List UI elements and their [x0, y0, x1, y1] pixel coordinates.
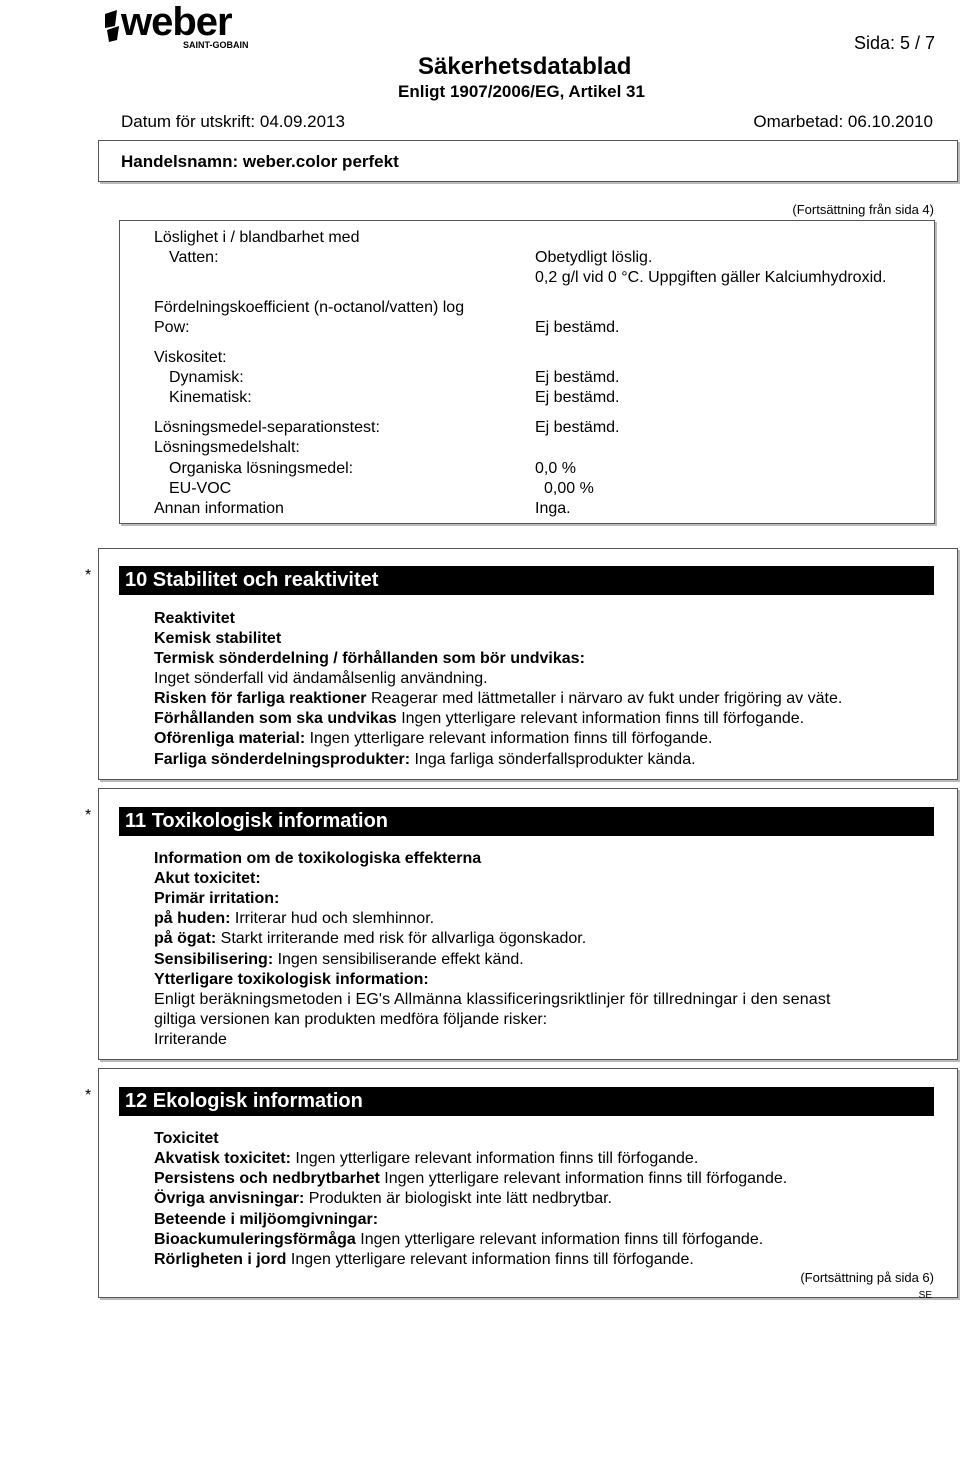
pow-value: Ej bestämd. — [535, 319, 620, 336]
sensitization — [154, 950, 524, 970]
acute-toxicity: Akut toxicitet: — [154, 870, 261, 887]
decomp-text: Inga farliga sönderfallsprodukter kända. — [410, 751, 696, 768]
language-code: SE — [918, 1290, 932, 1301]
other-notes — [154, 1189, 612, 1209]
env-behaviour: Beteende i miljöomgivningar: — [154, 1211, 379, 1228]
more-tox-text-3: Irriterande — [154, 1031, 227, 1048]
persist-text: Ingen ytterligare relevant information finns till förfogande. — [379, 1170, 788, 1187]
skin-effect — [154, 909, 434, 929]
sens-text: Ingen sensibiliserande effekt känd. — [273, 951, 524, 968]
dynamic-value: Ej bestämd. — [535, 369, 620, 386]
sens-label: Sensibilisering: — [154, 951, 274, 968]
revised-date: Omarbetad: 06.10.2010 — [753, 112, 933, 131]
eco-toxicity: Toxicitet — [154, 1130, 219, 1147]
solubility-label: Löslighet i / blandbarhet med — [154, 229, 360, 246]
section-11-title: 11 Toxikologisk information — [119, 807, 934, 836]
section-10-title: 10 Stabilitet och reaktivitet — [119, 566, 934, 595]
incompat-text: Ingen ytterligare relevant information finns till förfogande. — [305, 730, 713, 747]
euvoc-value: 0,00 % — [544, 480, 594, 497]
thermal-decomp: Termisk sönderdelning / förhållanden som bör undvikas: — [154, 650, 585, 667]
hazard-reactions — [154, 689, 842, 709]
other-notes-text: Produkten är biologiskt inte lätt nedbrytbar. — [304, 1190, 612, 1207]
hazard-text: Reagerar med lättmetaller i närvaro av fukt under frigöring av väte. — [366, 690, 843, 707]
solvent-sep-value: Ej bestämd. — [535, 419, 620, 436]
pow-label: Pow: — [154, 319, 190, 336]
water-value-2: 0,2 g/l vid 0 °C. Uppgiften gäller Kalciumhydroxid. — [535, 269, 887, 286]
solvent-sep-label: Lösningsmedel-separationstest: — [154, 419, 380, 436]
more-tox-info: Ytterligare toxikologisk information: — [154, 971, 429, 988]
mobility — [154, 1250, 694, 1270]
avoid-label: Förhållanden som ska undvikas — [154, 710, 397, 727]
water-label: Vatten: — [169, 249, 219, 266]
section-12-title: 12 Ekologisk information — [119, 1087, 934, 1116]
partition-label: Fördelningskoefficient (n-octanol/vatten) log — [154, 299, 465, 316]
decomp-products — [154, 750, 696, 770]
other-info-label: Annan information — [154, 500, 284, 517]
bio-label: Bioackumuleringsförmåga — [154, 1231, 356, 1248]
aquatic-toxicity — [154, 1149, 698, 1169]
eye-effect — [154, 929, 586, 949]
reactivity: Reaktivitet — [154, 610, 235, 627]
organic-value: 0,0 % — [535, 460, 576, 477]
section-12-star: * — [85, 1087, 92, 1104]
incompat-label: Oförenliga material: — [154, 730, 306, 747]
weber-logo — [103, 0, 253, 54]
section-10-star: * — [85, 567, 92, 584]
solvent-content-label: Lösningsmedelshalt: — [154, 439, 300, 456]
eye-label: på ögat: — [154, 930, 217, 947]
chem-stability: Kemisk stabilitet — [154, 630, 282, 647]
kinematic-label: Kinematisk: — [169, 389, 252, 406]
bio-text: Ingen ytterligare relevant information finns till förfogande. — [355, 1231, 764, 1248]
incompatible-materials — [154, 729, 713, 749]
skin-text: Irriterar hud och slemhinnor. — [230, 910, 435, 927]
mobility-label: Rörligheten i jord — [154, 1251, 287, 1268]
product-box — [98, 140, 958, 182]
hazard-label: Risken för farliga reaktioner — [154, 690, 367, 707]
tox-info: Information om de toxikologiska effekterna — [154, 850, 482, 867]
viscosity-label: Viskositet: — [154, 349, 227, 366]
organic-label: Organiska lösningsmedel: — [169, 460, 354, 477]
other-info-value: Inga. — [535, 500, 571, 517]
print-date: Datum för utskrift: 04.09.2013 — [121, 112, 345, 131]
aquatic-text: Ingen ytterligare relevant information finns till förfogande. — [290, 1150, 699, 1167]
persist-label: Persistens och nedbrytbarhet — [154, 1170, 380, 1187]
avoid-text: Ingen ytterligare relevant information finns till förfogande. — [396, 710, 805, 727]
more-tox-text-1: Enligt beräkningsmetoden i EG's Allmänna klassificeringsriktlinjer för tillredningar i den senast — [154, 991, 831, 1008]
primary-irritation: Primär irritation: — [154, 890, 280, 907]
persistence — [154, 1169, 787, 1189]
logo-subtext: SAINT-GOBAIN — [183, 40, 249, 50]
kinematic-value: Ej bestämd. — [535, 389, 620, 406]
skin-label: på huden: — [154, 910, 231, 927]
document-title: Säkerhetsdatablad — [418, 53, 632, 80]
product-name: Handelsnamn: weber.color perfekt — [121, 152, 399, 171]
dynamic-label: Dynamisk: — [169, 369, 244, 386]
document-subtitle: Enligt 1907/2006/EG, Artikel 31 — [398, 82, 645, 101]
bioaccumulation — [154, 1230, 763, 1250]
continued-to: (Fortsättning på sida 6) — [800, 1270, 934, 1285]
aquatic-label: Akvatisk toxicitet: — [154, 1150, 291, 1167]
water-value-1: Obetydligt löslig. — [535, 249, 653, 266]
more-tox-text-2: giltiga versionen kan produkten medföra följande risker: — [154, 1011, 548, 1028]
euvoc-label: EU-VOC — [169, 480, 232, 497]
logo-text: weber — [121, 0, 232, 44]
avoid-conditions — [154, 709, 804, 729]
continued-from: (Fortsättning från sida 4) — [792, 202, 934, 217]
mobility-text: Ingen ytterligare relevant information finns till förfogande. — [286, 1251, 694, 1268]
page-number: Sida: 5 / 7 — [853, 33, 935, 53]
thermal-decomp-text: Inget sönderfall vid ändamålsenlig användning. — [154, 670, 488, 687]
decomp-label: Farliga sönderdelningsprodukter: — [154, 751, 411, 768]
other-notes-label: Övriga anvisningar: — [154, 1190, 305, 1207]
eye-text: Starkt irriterande med risk för allvarliga ögonskador. — [216, 930, 587, 947]
section-11-star: * — [85, 807, 92, 824]
